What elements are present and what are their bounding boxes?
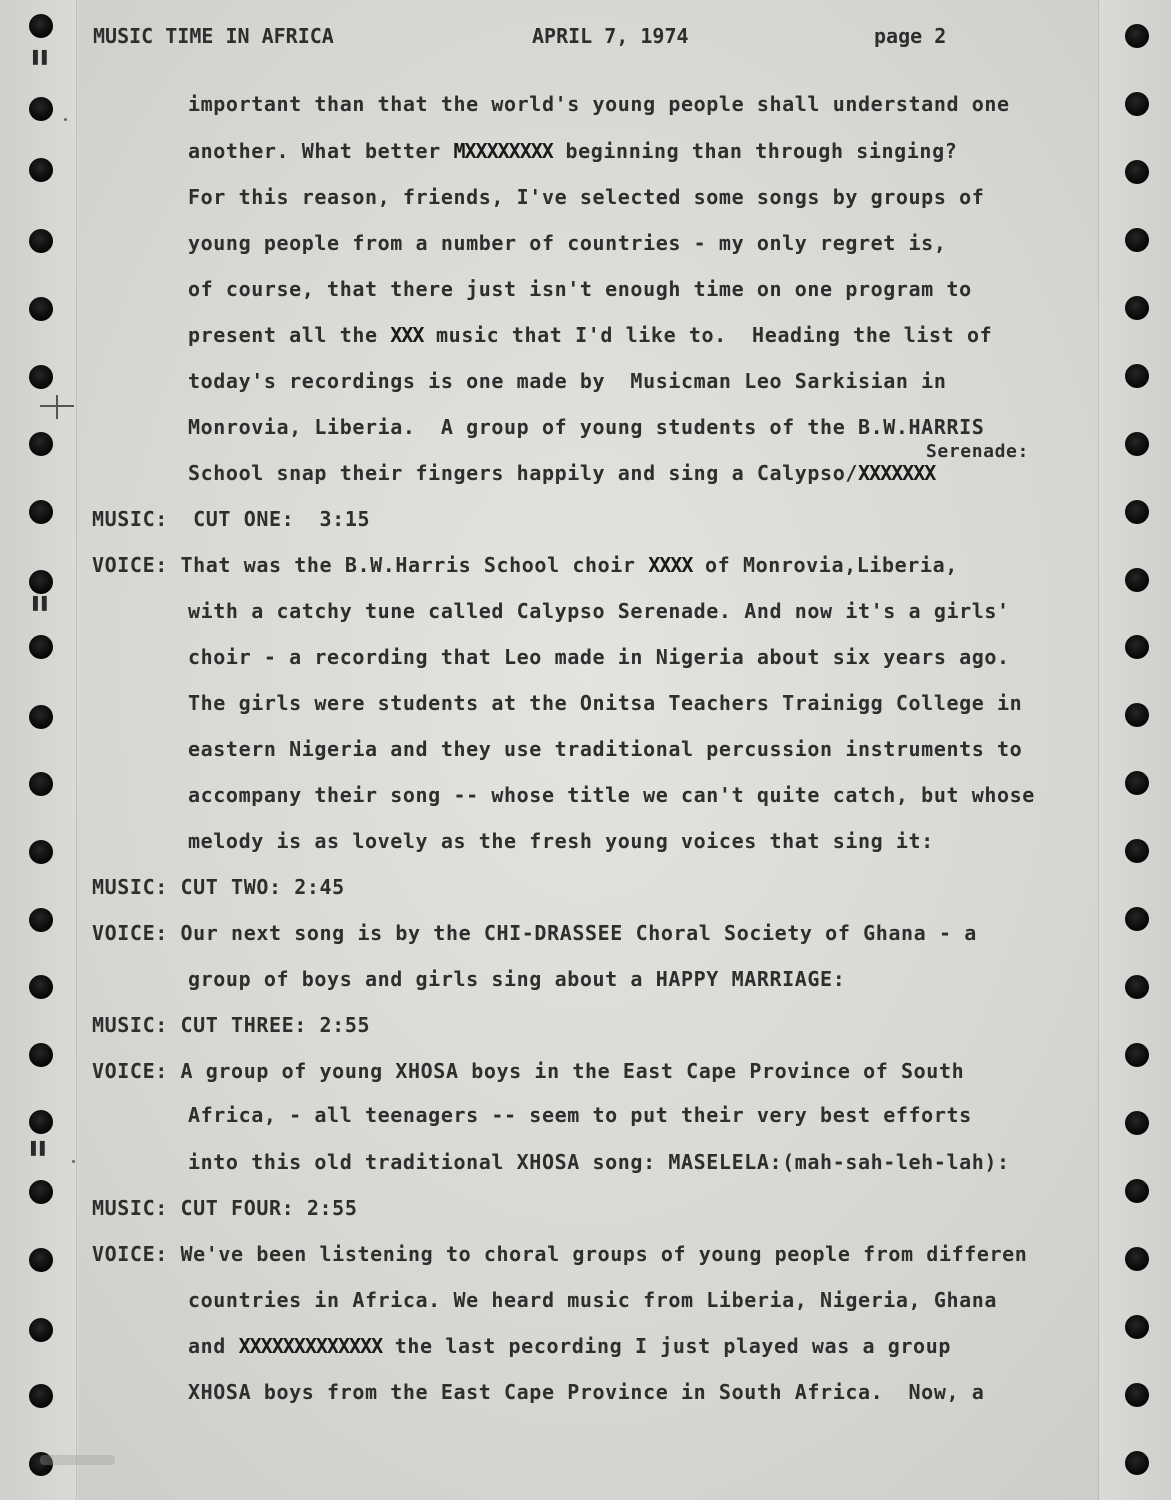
margin-speck [72,1160,75,1163]
line-text: with a catchy tune called Calypso Serenade. And now it's a girls' [188,599,1010,623]
line-text: VOICE: We've been listening to choral groups of young people from differen [92,1242,1028,1266]
line-text: Monrovia, Liberia. A group of young students of the B.W.HARRIS [188,415,985,439]
sprocket-hole [1125,839,1149,863]
struck-over-text: XXXXXXX [857,461,936,485]
sprocket-hole [29,635,53,659]
line-text: XHOSA boys from the East Cape Province in South Africa. Now, a [188,1380,985,1404]
script-line [92,507,370,531]
sprocket-hole [1125,432,1149,456]
script-line [188,369,946,393]
script-line [92,1059,964,1083]
script-line [188,461,935,485]
line-text: and [188,1334,239,1358]
script-line [188,829,934,853]
sprocket-hole [1125,1451,1149,1475]
script-line [92,1013,370,1037]
sprocket-hole [29,975,53,999]
sprocket-hole [29,297,53,321]
sprocket-hole [29,840,53,864]
sprocket-hole [1125,1043,1149,1067]
sprocket-hole [1125,907,1149,931]
script-line [92,1196,357,1220]
script-line [188,1103,972,1127]
sprocket-hole [29,1180,53,1204]
line-text: present all the [188,323,391,347]
line-text: of Monrovia,Liberia, [692,553,958,577]
sprocket-hole [29,772,53,796]
line-text: VOICE: Our next song is by the CHI-DRASSEE Choral Society of Ghana - a [92,921,977,945]
script-line [188,691,1022,715]
sprocket-hole [1125,771,1149,795]
sprocket-hole [29,1043,53,1067]
script-line [188,737,1022,761]
line-text: Serenade: [926,441,1029,462]
struck-over-text: XXXX [648,553,693,577]
line-text: music that I'd like to. Heading the list of [423,323,993,347]
sprocket-hole [1125,160,1149,184]
script-line [188,323,992,347]
struck-over-text: MXXXXXXXX [453,139,553,163]
line-text: group of boys and girls sing about a HAPPY MARRIAGE: [188,967,846,991]
script-line [92,921,977,945]
line-text: choir - a recording that Leo made in Nigeria about six years ago. [188,645,1010,669]
script-line [926,440,1029,464]
line-text: into this old traditional XHOSA song: MASELELA:(mah-sah-leh-lah): [188,1150,1010,1174]
margin-tick-mark: ❚❚ [30,46,48,67]
left-perforation-line [76,0,77,1500]
script-line [92,1242,1027,1266]
sprocket-hole [1125,1247,1149,1271]
struck-over-text: XXX [390,323,424,347]
sprocket-hole [1125,975,1149,999]
header-date: APRIL 7, 1974 [532,24,689,48]
script-line [92,875,345,899]
sprocket-hole [29,1248,53,1272]
script-line [188,645,1010,669]
line-text: The girls were students at the Onitsa Teachers Trainigg College in [188,691,1023,715]
line-text: MUSIC: CUT TWO: 2:45 [92,875,345,899]
sprocket-hole [29,432,53,456]
script-line [188,599,1010,623]
script-line [188,231,946,255]
line-text: School snap their fingers happily and sing a Calypso/ [188,461,858,485]
sprocket-hole [29,908,53,932]
sprocket-hole [29,1318,53,1342]
margin-speck [64,118,67,121]
script-line [188,1380,984,1404]
sprocket-hole [1125,1179,1149,1203]
line-text: MUSIC: CUT FOUR: 2:55 [92,1196,358,1220]
right-perforation-line [1098,0,1099,1500]
margin-smudge [40,1455,115,1465]
margin-tick-mark: ❚❚ [30,592,48,613]
line-text: of course, that there just isn't enough time on one program to [188,277,972,301]
script-line [188,277,972,301]
sprocket-hole [29,500,53,524]
line-text: accompany their song -- whose title we can't quite catch, but whose [188,783,1035,807]
sprocket-hole [1125,24,1149,48]
line-text: today's recordings is one made by Musicman Leo Sarkisian in [188,369,947,393]
line-text: the last pecording I just played was a group [382,1334,951,1358]
script-line [188,783,1035,807]
sprocket-hole [1125,92,1149,116]
sprocket-hole [29,14,53,38]
struck-over-text: XXXXXXXXXXXXX [238,1334,383,1358]
line-text: young people from a number of countries - my only regret is, [188,231,947,255]
line-text: countries in Africa. We heard music from Liberia, Nigeria, Ghana [188,1288,998,1312]
line-text: eastern Nigeria and they use traditional percussion instruments to [188,737,1023,761]
script-line [188,415,984,439]
script-line [92,553,958,577]
line-text: MUSIC: CUT ONE: 3:15 [92,507,371,531]
sprocket-hole [29,1110,53,1134]
line-text: VOICE: That was the B.W.Harris School choir [92,553,649,577]
line-text: another. What better [188,139,454,163]
sprocket-hole [1125,364,1149,388]
script-line [188,185,984,209]
script-line [188,967,845,991]
margin-cross-mark [40,395,74,419]
script-line [188,1334,951,1358]
sprocket-hole [1125,500,1149,524]
script-line [188,92,1010,116]
script-line [188,1150,1010,1174]
line-text: Africa, - all teenagers -- seem to put their very best efforts [188,1103,972,1127]
sprocket-hole [1125,228,1149,252]
sprocket-hole [29,570,53,594]
margin-tick-mark: ❚❚ [28,1137,46,1158]
sprocket-hole [29,1384,53,1408]
header-page-number: page 2 [874,24,947,48]
sprocket-hole [29,705,53,729]
line-text: beginning than through singing? [552,139,958,163]
sprocket-hole [29,365,53,389]
line-text: melody is as lovely as the fresh young voices that sing it: [188,829,934,853]
line-text: For this reason, friends, I've selected some songs by groups of [188,185,985,209]
left-tractor-strip [0,0,78,1500]
sprocket-hole [29,158,53,182]
sprocket-hole [1125,1383,1149,1407]
line-text: VOICE: A group of young XHOSA boys in the East Cape Province of South [92,1059,965,1083]
script-line [188,139,957,163]
sprocket-hole [1125,1315,1149,1339]
line-text: important than that the world's young people shall understand one [188,92,1010,116]
sprocket-hole [1125,635,1149,659]
header-program-title: MUSIC TIME IN AFRICA [93,24,334,48]
sprocket-hole [1125,296,1149,320]
right-tractor-strip [1099,0,1171,1500]
sprocket-hole [1125,568,1149,592]
line-text: MUSIC: CUT THREE: 2:55 [92,1013,371,1037]
sprocket-hole [29,97,53,121]
sprocket-hole [1125,703,1149,727]
sprocket-hole [1125,1111,1149,1135]
script-line [188,1288,997,1312]
sprocket-hole [29,229,53,253]
